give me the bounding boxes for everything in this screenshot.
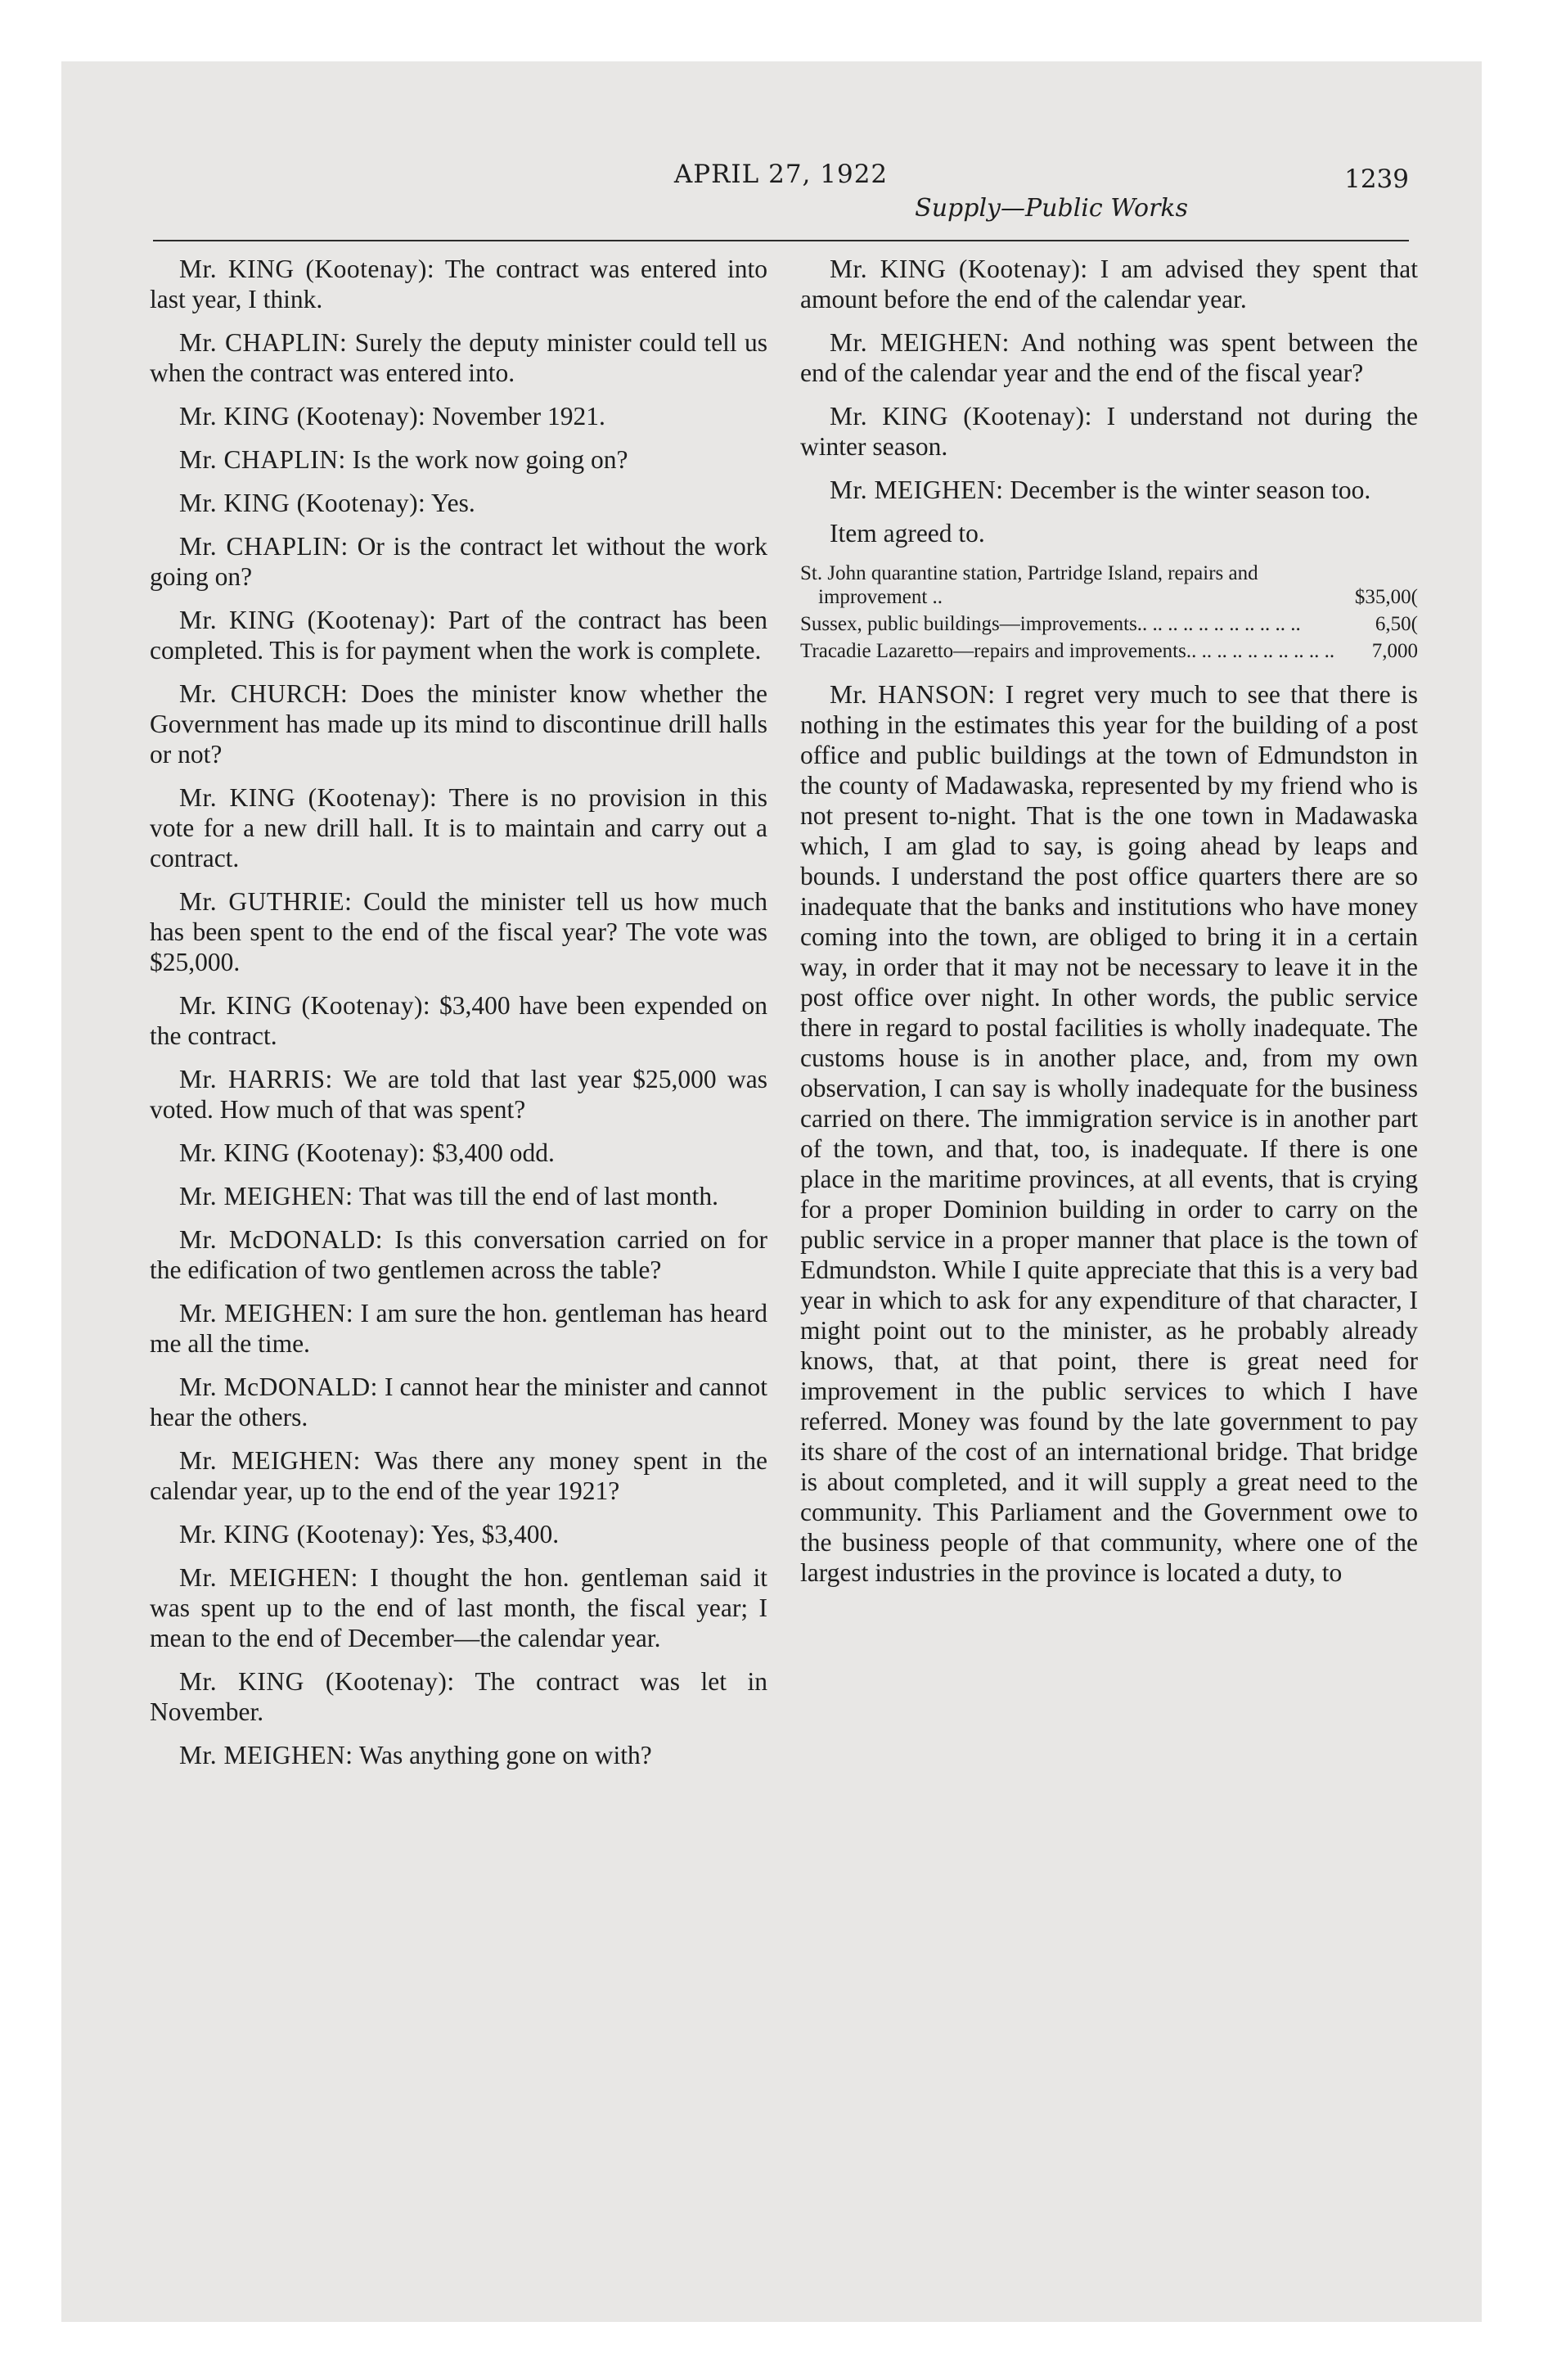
speaker-name: Mr. HANSON: [830, 680, 996, 709]
speech-text: Item agreed to. [830, 519, 985, 548]
header-date: APRIL 27, 1922 [673, 160, 889, 189]
speaker-name: Mr. GUTHRIE: [179, 887, 353, 916]
paragraph [800, 475, 1418, 505]
speech-text: The contract was let in November. [150, 1667, 767, 1726]
paragraph [150, 1224, 767, 1285]
speaker-name: Mr. MEIGHEN: [179, 1446, 361, 1475]
paragraph [150, 1666, 767, 1727]
speaker-name: Mr. KING (Kootenay): [179, 1667, 455, 1696]
estimate-item [800, 612, 1418, 636]
paragraph [150, 886, 767, 977]
speaker-name: Mr. KING (Kootenay): [179, 1138, 426, 1167]
speech-text: There is no provision in this vote for a new drill hall. It is to maintain and carry out a contract. [150, 783, 767, 872]
speaker-name: Mr. MEIGHEN: [830, 476, 1004, 504]
speaker-name: Mr. MEIGHEN: [830, 328, 1010, 357]
paragraph [150, 531, 767, 592]
paragraph [800, 679, 1418, 1588]
page-number: 1239 [1344, 165, 1409, 194]
paragraph [150, 1562, 767, 1653]
item-amount: 7,000 [1371, 640, 1418, 662]
speaker-name: Mr. KING (Kootenay): [179, 1520, 426, 1548]
item-label: Tracadie Lazaretto—repairs and improvements.. .. .. .. .. .. .. .. .. .. [800, 640, 1335, 662]
speech-text: Could the minister tell us how much has been spent to the end of the fiscal year? The vote was $25,000. [150, 887, 767, 976]
item-amount: 6,50( [1375, 613, 1418, 635]
speaker-name: Mr. CHAPLIN: [179, 328, 348, 357]
speaker-name: Mr. KING (Kootenay): [179, 991, 431, 1020]
speech-text: I am advised they spent that amount before the end of the calendar year. [800, 255, 1419, 313]
speaker-name: Mr. MEIGHEN: [179, 1741, 353, 1769]
paragraph [150, 678, 767, 769]
speech-text: $3,400 odd. [432, 1138, 555, 1167]
paragraph [800, 254, 1418, 314]
paragraph [150, 401, 767, 431]
speech-text: We are told that last year $25,000 was voted. How much of that was spent? [150, 1065, 767, 1124]
paragraph [150, 1372, 767, 1432]
speaker-name: Mr. MEIGHEN: [179, 1299, 354, 1327]
speaker-name: Mr. MEIGHEN: [179, 1563, 358, 1592]
paragraph [150, 488, 767, 518]
speaker-name: Mr. KING (Kootenay): [830, 255, 1088, 283]
header-rule [153, 240, 1409, 241]
paragraph [150, 1181, 767, 1211]
speech-text: Or is the contract let without the work going on? [150, 532, 767, 591]
page-header [153, 160, 1409, 237]
speech-text: Part of the contract has been completed. This is for payment when the work is complete. [150, 606, 768, 665]
left-column [150, 254, 767, 1783]
paragraph [150, 605, 767, 665]
speech-text: Surely the deputy minister could tell us when the contract was entered into. [150, 328, 768, 387]
right-column-exchanges [800, 254, 1418, 548]
item-label: St. John quarantine station, Partridge Island, repairs and improvement .. [800, 562, 1258, 608]
speaker-name: Mr. CHURCH: [179, 679, 349, 708]
right-column-speech [800, 679, 1418, 1588]
speaker-name: Mr. KING (Kootenay): [179, 783, 438, 812]
speaker-name: Mr. CHAPLIN: [179, 445, 346, 474]
speech-text: Was anything gone on with? [358, 1741, 652, 1769]
speech-text: I cannot hear the minister and cannot hear the others. [150, 1373, 767, 1431]
speaker-name: Mr. KING (Kootenay): [179, 606, 437, 634]
right-column [800, 254, 1418, 1601]
paragraph [800, 327, 1418, 388]
speech-text: Was there any money spent in the calendar year, up to the end of the year 1921? [150, 1446, 767, 1505]
paragraph [800, 518, 1418, 548]
section-title: Supply—Public Works [915, 194, 1188, 223]
paragraph [800, 401, 1418, 462]
paragraph [150, 1519, 767, 1549]
speaker-name: Mr. KING (Kootenay): [179, 402, 426, 430]
item-label: Sussex, public buildings—improvements.. .. .. .. .. .. .. .. .. .. .. [800, 613, 1301, 635]
paragraph [150, 1064, 767, 1125]
speech-text: I am sure the hon. gentleman has heard me all the time. [150, 1299, 767, 1358]
speaker-name: Mr. KING (Kootenay): [830, 402, 1092, 430]
speech-text: Does the minister know whether the Government has made up its mind to discontinue drill halls or not? [150, 679, 767, 769]
speaker-name: Mr. McDONALD: [179, 1225, 384, 1254]
paragraph [150, 1298, 767, 1359]
paragraph [150, 1445, 767, 1506]
speech-text: The contract was entered into last year, I think. [150, 255, 767, 313]
speech-text: I regret very much to see that there is nothing in the estimates this year for the building of a post office and public buildings at the town of Edmundston in the county of Madawaska, represented by my friend who is not present to-night. That is the one town in Madawaska which, I am glad to say, is going ahead by leaps and bounds. I understand the post office quarters there are so inadequate that the banks and institutions who have money coming into the town, are obliged to bring it in a certain way, in order that it may not be necessary to leave it in the post office over night. In other words, the public service there in regard to postal facilities is wholly inadequate. The customs house is in another place, and, from my own observation, I can say is wholly inadequate for the business carried on there. The immigration service is in another part of the town, and that, too, is inadequate. If there is one place in the maritime provinces, at all events, that is crying for a proper Dominion building in order to carry on the public service in a proper manner that place is the town of Edmundston. While I quite appreciate that this is a very bad year in which to ask for any expenditure of that character, I might point out to the minister, as he probably already knows, that, at that point, there is great need for improvement in the public services to which I have referred. Money was found by the late government to pay its share of the cost of an international bridge. That bridge is about completed, and it will supply a great need to the community. This Parliament and the Government owe to the business people of that community, where one of the largest industries in the province is located a duty, to [800, 680, 1418, 1587]
estimate-items [800, 561, 1418, 663]
paragraph [150, 990, 767, 1051]
paragraph [150, 444, 767, 475]
speaker-name: Mr. CHAPLIN: [179, 532, 349, 561]
speaker-name: Mr. MEIGHEN: [179, 1182, 353, 1210]
paragraph [150, 1740, 767, 1770]
estimate-item [800, 561, 1418, 609]
speech-text: Yes. [431, 489, 475, 517]
paragraph [150, 327, 767, 388]
speech-text: Is this conversation carried on for the edification of two gentlemen across the table? [150, 1225, 767, 1284]
speaker-name: Mr. McDONALD: [179, 1373, 378, 1401]
speech-text: $3,400 have been expended on the contract. [150, 991, 767, 1050]
paragraph [150, 782, 767, 873]
speech-text: Is the work now going on? [352, 445, 628, 474]
speech-text: November 1921. [432, 402, 605, 430]
speech-text: And nothing was spent between the end of the calendar year and the end of the fiscal year? [800, 328, 1418, 387]
speech-text: Yes, $3,400. [431, 1520, 560, 1548]
item-amount: $35,00( [1354, 586, 1418, 608]
speaker-name: Mr. HARRIS: [179, 1065, 333, 1093]
paragraph [150, 1138, 767, 1168]
estimate-item [800, 639, 1418, 663]
speech-text: I understand not during the winter season. [800, 402, 1418, 461]
speech-text: I thought the hon. gentleman said it was spent up to the end of last month, the fiscal year; I mean to the end of December—the calendar year. [150, 1563, 767, 1652]
speech-text: That was till the end of last month. [358, 1182, 718, 1210]
speech-text: December is the winter season too. [1010, 476, 1371, 504]
speaker-name: Mr. KING (Kootenay): [179, 489, 426, 517]
speaker-name: Mr. KING (Kootenay): [179, 255, 435, 283]
paragraph [150, 254, 767, 314]
